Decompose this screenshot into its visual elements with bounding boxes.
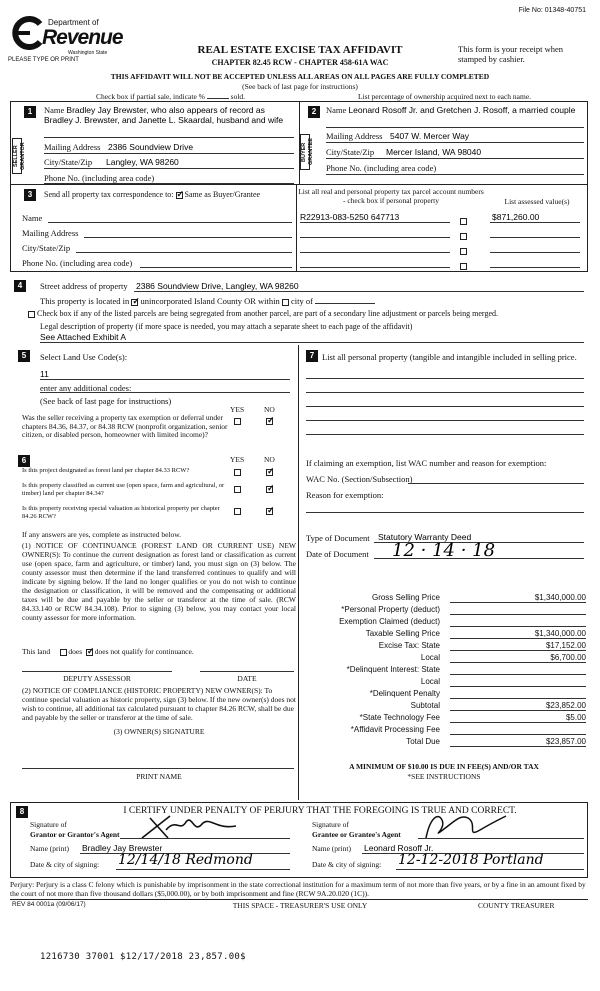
section-4-marker: 4 xyxy=(14,280,26,292)
agency-name: Revenue xyxy=(42,26,123,49)
s5-no-header: NO xyxy=(264,405,275,414)
grantor-print-value[interactable]: Bradley Jay Brewster xyxy=(82,843,163,853)
personal-property-checkbox[interactable] xyxy=(460,233,467,240)
file-number: File No: 01348-40751 xyxy=(518,7,586,14)
cashier-stamp: 1216730 37001 $12/17/2018 23,857.00$ xyxy=(40,952,246,962)
additional-codes-label: enter any additional codes: xyxy=(40,383,132,393)
deputy-assessor-label: DEPUTY ASSESSOR xyxy=(63,674,131,683)
grantor-date-label: Date & city of signing: xyxy=(30,860,100,869)
form-warning: THIS AFFIDAVIT WILL NOT BE ACCEPTED UNLESS ALL AREAS ON ALL PAGES ARE FULLY COMPLETED xyxy=(110,72,490,81)
city-of-checkbox[interactable] xyxy=(282,299,289,306)
owner-signature-label: (3) OWNER(S) SIGNATURE xyxy=(113,727,205,736)
calc-row: Total Due $23,857.00 xyxy=(406,737,586,746)
form-chapter: CHAPTER 82.45 RCW - CHAPTER 458-61A WAC xyxy=(211,58,389,67)
segregation-checkbox[interactable] xyxy=(28,311,35,318)
current-use-yes-checkbox[interactable] xyxy=(234,486,241,493)
buyer-name-block xyxy=(326,106,584,116)
section-2-marker: 2 xyxy=(308,106,320,118)
unincorporated-checkbox[interactable] xyxy=(131,299,138,306)
exemption-question: Was the seller receiving a property tax exemption or deferral under chapters 84.36, 84.37, or 84.38 RCW (nonprofit organization, senior citizen, or disabled person, homeowner with limited income)? xyxy=(22,413,228,439)
land-use-see-back: (See back of last page for instructions) xyxy=(40,396,172,406)
calc-row: Taxable Selling Price $1,340,000.00 xyxy=(365,629,586,638)
grantor-sig-of: Signature of xyxy=(30,820,67,829)
same-as-buyer-checkbox[interactable] xyxy=(176,192,183,199)
grantor-date-value[interactable]: 12/14/18 Redmond xyxy=(118,852,253,868)
calc-row: *State Technology Fee $5.00 xyxy=(359,713,586,722)
grantee-sig-of: Signature of xyxy=(312,820,349,829)
revenue-logo-icon xyxy=(10,16,44,50)
grantee-agent-label: Grantee or Grantee's Agent xyxy=(312,830,401,839)
calc-row: Exemption Claimed (deduct) xyxy=(300,617,588,628)
calc-row: Local xyxy=(300,677,588,688)
forest-no-checkbox[interactable] xyxy=(266,469,273,476)
land-use-code[interactable]: 11 xyxy=(40,369,49,379)
perjury-statement: Perjury: Perjury is a class C felony which is punishable by imprisonment in the state correctional institution for a maximum term of not more than five years, or by a fine in an amount fixed by the court of not more than five thousand dollars ($5,000.00), or by both imprisonment and fine (RCW 9A.20.020 (1C)). xyxy=(10,880,586,898)
treasurer-space: THIS SPACE - TREASURER'S USE ONLY xyxy=(232,901,368,910)
doc-type-label: Type of Document xyxy=(306,533,370,543)
forest-yes-checkbox[interactable] xyxy=(234,469,241,476)
agency-state: Washington State xyxy=(68,50,108,56)
compliance-notice: (2) NOTICE OF COMPLIANCE (HISTORIC PROPERTY) NEW OWNER(S): To continue special valuation as historic property, sign (3) below. If the new owner(s) does not wish to continue, all additional tax calculated pursuant to chapter 84.26 RCW, shall be due and payable by the seller or transferor at the time of sale. xyxy=(22,686,296,722)
grantor-agent-label: Grantor or Grantor's Agent xyxy=(30,830,120,839)
corr-name-label: Name xyxy=(22,213,43,223)
doc-date-label: Date of Document xyxy=(306,549,369,559)
reason-label: Reason for exemption: xyxy=(306,490,384,500)
seller-name-label: Name xyxy=(44,105,65,115)
seller-name-value[interactable]: Bradley Jay Brewster, who also appears of record as Bradley J. Brewster, and Janette L. Skaardal, husband and wife xyxy=(44,105,284,125)
wac-label: WAC No. (Section/Subsection) xyxy=(306,474,413,484)
seller-grantor-label: SELLER GRANTOR xyxy=(12,138,22,174)
forest-land-question: Is this project designated as forest land per chapter 84.33 RCW? xyxy=(22,467,190,474)
calc-row: Local $6,700.00 xyxy=(420,653,586,662)
buyer-address-label: Mailing Address xyxy=(326,131,383,141)
exemption-no-checkbox[interactable] xyxy=(266,418,273,425)
doc-date-handwritten[interactable]: 12 · 14 · 18 xyxy=(392,540,496,561)
send-correspondence: Send all property tax correspondence to: ✓ Same as Buyer/Grantee xyxy=(44,190,260,199)
form-revision: REV 84 0001a (09/06/17) xyxy=(12,901,86,908)
calc-row: Subtotal $23,852.00 xyxy=(410,701,586,710)
legal-description-label: Legal description of property (if more space is needed, you may attach a separate sheet to each page of the affidavit) xyxy=(40,322,413,331)
partial-sale-label: Check box if partial sale, indicate % sold. xyxy=(96,92,246,101)
current-use-question: Is this property classified as current use (open space, farm and agricultural, or timber) land per chapter 84.34? xyxy=(22,482,225,497)
parcel-number[interactable]: R22913-083-5250 647713 xyxy=(300,212,400,222)
buyer-name-value[interactable]: Leonard Rosoff Jr. and Gretchen J. Rosoff, a married couple xyxy=(348,105,576,115)
ownership-note: List percentage of ownership acquired next to each name. xyxy=(358,92,532,101)
does-not-qualify-checkbox[interactable] xyxy=(86,649,93,656)
section-1-marker: 1 xyxy=(24,106,36,118)
receipt-note: This form is your receipt when stamped by cashier. xyxy=(458,44,564,64)
buyer-phone-label: Phone No. (including area code) xyxy=(326,163,437,173)
grantee-print-value[interactable]: Leonard Rosoff Jr. xyxy=(364,843,434,853)
buyer-grantee-label: BUYER GRANTEE xyxy=(300,134,310,170)
minimum-due: A MINIMUM OF $10.00 IS DUE IN FEE(S) AND/OR TAX xyxy=(349,762,539,771)
parcel-list-header: List all real and personal property tax parcel account numbers - check box if personal property xyxy=(298,187,484,205)
historic-yes-checkbox[interactable] xyxy=(234,508,241,515)
s5-yes-header: YES xyxy=(230,405,245,414)
personal-property-checkbox[interactable] xyxy=(460,218,467,225)
assessed-header: List assessed value(s) xyxy=(504,197,570,206)
calc-row: *Delinquent Interest: State xyxy=(300,665,588,676)
land-qualify-row: This land does ✓ does not qualify for continuance. xyxy=(22,647,194,656)
personal-property-checkbox[interactable] xyxy=(460,248,467,255)
s6-yes-header: YES xyxy=(230,455,245,464)
see-instructions: *SEE INSTRUCTIONS xyxy=(407,772,481,781)
buyer-city-value[interactable]: Mercer Island, WA 98040 xyxy=(386,147,482,157)
land-use-label: Select Land Use Code(s): xyxy=(40,352,128,362)
agency-dept: Department of xyxy=(48,18,99,27)
seller-address-value[interactable]: 2386 Soundview Drive xyxy=(108,142,194,152)
calc-row: *Affidavit Processing Fee xyxy=(300,725,588,736)
section-3-marker: 3 xyxy=(24,189,36,201)
segregation-row: Check box if any of the listed parcels are being segregated from another parcel, are part of a secondary line adjustment or parcels being merged. xyxy=(28,309,498,318)
calc-row: Gross Selling Price $1,340,000.00 xyxy=(371,593,586,602)
grantee-date-label: Date & city of signing: xyxy=(312,860,382,869)
see-back-note: (See back of last page for instructions) xyxy=(242,82,358,91)
seller-city-value[interactable]: Langley, WA 98260 xyxy=(106,157,179,167)
personal-property-checkbox[interactable] xyxy=(460,263,467,270)
section-6-marker: 6 xyxy=(18,455,30,467)
calc-row: *Delinquent Penalty xyxy=(300,689,588,700)
s6-no-header: NO xyxy=(264,455,275,464)
personal-property-label: List all personal property (tangible and intangible included in selling price. xyxy=(322,352,577,362)
street-label: Street address of property xyxy=(40,281,128,291)
grantor-print-label: Name (print) xyxy=(30,844,69,853)
if-yes-instruction: If any answers are yes, complete as instructed below. xyxy=(22,530,182,539)
claim-exemption-label: If claiming an exemption, list WAC number and reason for exemption: xyxy=(306,458,547,468)
section-5-marker: 5 xyxy=(18,350,30,362)
grantee-signature-icon[interactable] xyxy=(420,808,510,842)
corr-address-label: Mailing Address xyxy=(22,228,79,238)
assessed-value[interactable]: $871,260.00 xyxy=(492,212,540,222)
section-7-marker: 7 xyxy=(306,350,318,362)
continuance-notice: (1) NOTICE OF CONTINUANCE (FOREST LAND OR CURRENT USE) NEW OWNER(S): To continue the current designation as forest land or classification as current use (open space, farm and agriculture, or timber) land, you must sign on (3) below. The county assessor must then determine if the land transferred continues to qualify and will indicate by signing below. If the land no longer qualifies or you do not wish to continue the designation or classification, it will be removed and the compensating or additional taxes will be due and payable by the seller or transferor at the time of sale. (RCW 84.33.140 or RCW 84.34.108). Prior to signing (3) below, you may contact your local county assessor for more information. xyxy=(22,541,296,622)
grantee-date-value[interactable]: 12-12-2018 Portland xyxy=(398,852,544,868)
county-treasurer: COUNTY TREASURER xyxy=(478,901,555,910)
current-use-no-checkbox[interactable] xyxy=(266,486,273,493)
form-title: REAL ESTATE EXCISE TAX AFFIDAVIT xyxy=(197,44,403,56)
grantee-print-label: Name (print) xyxy=(312,844,351,853)
legal-description-value[interactable]: See Attached Exhibit A xyxy=(40,332,127,342)
calc-row: Excise Tax: State $17,152.00 xyxy=(378,641,586,650)
assessor-date-label: DATE xyxy=(237,674,257,683)
certify-statement: I CERTIFY UNDER PENALTY OF PERJURY THAT THE FOREGOING IS TRUE AND CORRECT. xyxy=(123,806,517,816)
corr-city-label: City/State/Zip xyxy=(22,243,71,253)
seller-name-block xyxy=(44,106,294,125)
street-value[interactable]: 2386 Soundview Drive, Langley, WA 98260 xyxy=(136,281,299,291)
seller-address-label: Mailing Address xyxy=(44,142,101,152)
please-type: PLEASE TYPE OR PRINT xyxy=(8,57,79,63)
doc-type-value[interactable]: Statutory Warranty Deed xyxy=(378,532,472,542)
buyer-name-label: Name xyxy=(326,105,347,115)
historic-question: Is this property receiving special valuation as historical property per chapter 84.26 RCW? xyxy=(22,505,220,520)
calc-row: *Personal Property (deduct) xyxy=(300,605,588,616)
buyer-city-label: City/State/Zip xyxy=(326,147,375,157)
historic-no-checkbox[interactable] xyxy=(266,508,273,515)
seller-phone-label: Phone No. (including area code) xyxy=(44,173,155,183)
exemption-yes-checkbox[interactable] xyxy=(234,418,241,425)
corr-phone-label: Phone No. (including area code) xyxy=(22,258,133,268)
section-8-marker: 8 xyxy=(16,806,28,818)
agency-logo xyxy=(10,14,130,66)
buyer-address-value[interactable]: 5407 W. Mercer Way xyxy=(390,131,470,141)
does-qualify-checkbox[interactable] xyxy=(60,649,67,656)
print-name-label: PRINT NAME xyxy=(136,772,182,781)
seller-city-label: City/State/Zip xyxy=(44,157,93,167)
property-location: This property is located in ✓ unincorporated Island County OR within city of xyxy=(40,296,375,306)
